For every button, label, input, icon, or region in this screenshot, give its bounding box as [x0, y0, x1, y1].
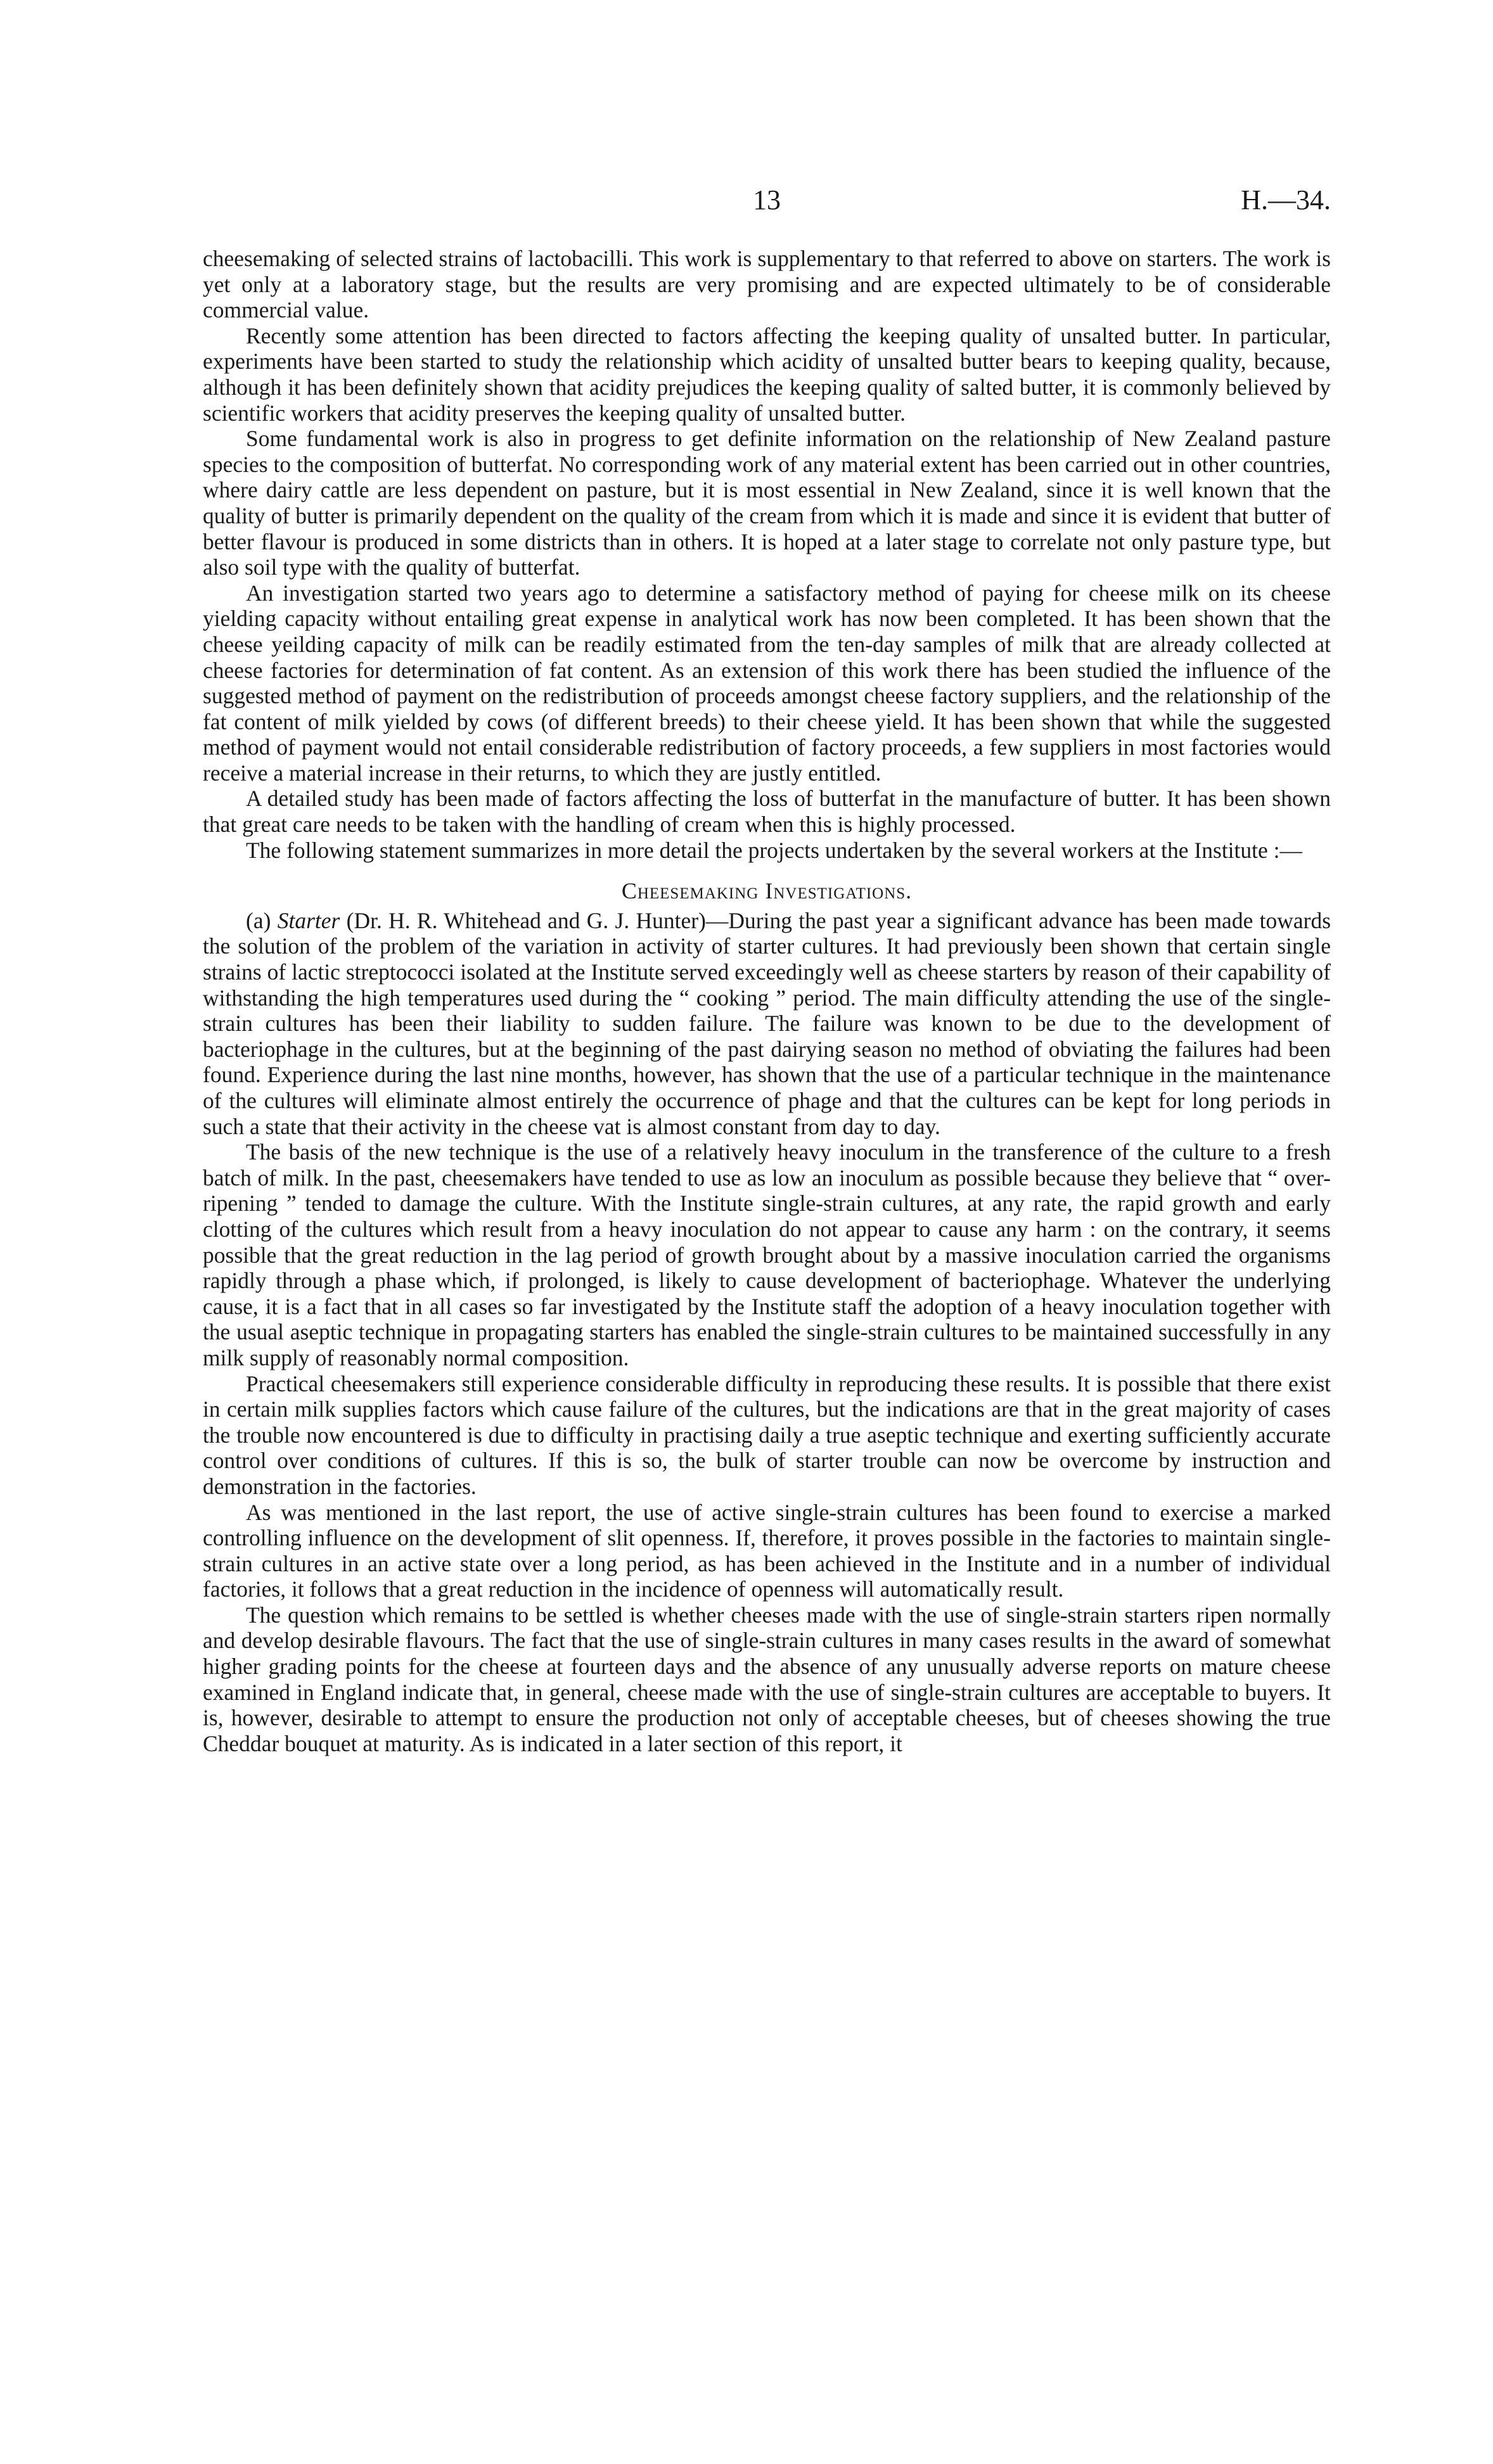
starter-intro: (Dr. H. R. Whitehead and G. J. Hunter)—During the past year a significant advance has been made towards the solution of the problem of the variation in activity of starter cultures. It had previously been shown that certain single strains of lactic streptococci isolated at the Institute served exceedingly well as cheese starters by reason of their capability of withstanding the high temperatures used during the “ cooking ” period. The main difficulty attending the use of the single-strain cultures has been their liability to sudden failure. The failure was known to be due to the development of bacteriophage in the cultures, but at the beginning of the past dairying season no method of obviating the failures had been found. Experience during the last nine months, however, has shown that the use of a particular technique in the maintenance of the cultures will eliminate almost entirely the occurrence of phage and that the cultures can be kept for long periods in such a state that their activity in the cheese vat is almost constant from day to day. [203, 907, 1331, 1139]
body-paragraph-5: A detailed study has been made of factors affecting the loss of butterfat in the manufacture of butter. It has been shown that great care needs to be taken with the handling of cream when this is highly processed. [203, 786, 1331, 838]
body-paragraph-1: cheesemaking of selected strains of lactobacilli. This work is supplementary to that referred to above on starters. The work is yet only at a laboratory stage, but the results are very promising and are expected ultimately to be of considerable commercial value. [203, 246, 1331, 323]
starter-paragraph [203, 908, 1331, 1139]
page-header [203, 184, 1331, 222]
document-body [203, 246, 1331, 1756]
starter-label: (a) [246, 907, 271, 933]
body-paragraph-6: The following statement summarizes in more detail the projects undertaken by the several workers at the Institute :— [246, 837, 1303, 863]
document-reference: H.—34. [1241, 184, 1331, 215]
section-paragraph-3: As was mentioned in the last report, the use of active single-strain cultures has been found to exercise a marked controlling influence on the development of slit openness. If, therefore, it proves possible in the factories to maintain single-strain cultures in an active state over a long period, as has been achieved in the Institute and in a number of individual factories, it follows that a great reduction in the incidence of openness will automatically result. [203, 1499, 1331, 1602]
body-paragraph-3: Some fundamental work is also in progress to get definite information on the relationship of New Zealand pasture species to the composition of butterfat. No corresponding work of any material extent has been carried out in other countries, where dairy cattle are less dependent on pasture, but it is most essential in New Zealand, since it is well known that the quality of butter is primarily dependent on the quality of the cream from which it is made and since it is evident that butter of better flavour is produced in some districts than in others. It is hoped at a later stage to correlate not only pasture type, but also soil type with the quality of butterfat. [203, 426, 1331, 580]
body-paragraph-4: An investigation started two years ago to determine a satisfactory method of paying for cheese milk on its cheese yielding capacity without entailing great expense in analytical work has now been completed. It has been shown that the cheese yeilding capacity of milk can be readily estimated from the ten-day samples of milk that are already collected at cheese factories for determination of fat content. As an extension of this work there has been studied the influence of the suggested method of payment on the redistribution of proceeds amongst cheese factory suppliers, and the relationship of the fat content of milk yielded by cows (of different breeds) to their cheese yield. It has been shown that while the suggested method of payment would not entail considerable redistribution of factory proceeds, a few suppliers in most factories would receive a material increase in their returns, to which they are justly entitled. [203, 580, 1331, 786]
section-paragraph-2: Practical cheesemakers still experience considerable difficulty in reproducing these results. It is possible that there exist in certain milk supplies factors which cause failure of the cultures, but the indications are that in the great majority of cases the trouble now encountered is due to difficulty in practising daily a true aseptic technique and exerting sufficiently accurate control over conditions of cultures. If this is so, the bulk of starter trouble can now be overcome by instruction and demonstration in the factories. [203, 1370, 1331, 1499]
body-paragraph-2: Recently some attention has been directed to factors affecting the keeping quality of unsalted butter. In particular, experiments have been started to study the relationship which acidity of unsalted butter bears to keeping quality, because, although it has been definitely shown that acidity prejudices the keeping quality of salted butter, it is commonly believed by scientific workers that acidity preserves the keeping quality of unsalted butter. [203, 322, 1331, 426]
starter-title: Starter [277, 907, 340, 933]
section-heading: Cheesemaking Investigations. [621, 878, 913, 904]
page-number: 13 [753, 184, 781, 215]
section-paragraph-4: The question which remains to be settled is whether cheeses made with the use of single-strain starters ripen normally and develop desirable flavours. The fact that the use of single-strain cultures in many cases results in the award of somewhat higher grading points for the cheese at fourteen days and the absence of any unusually adverse reports on mature cheese examined in England indicate that, in general, cheese made with the use of single-strain cultures are acceptable to buyers. It is, however, desirable to attempt to ensure the production not only of acceptable cheeses, but of cheeses showing the true Cheddar bouquet at maturity. As is indicated in a later section of this report, it [203, 1602, 1331, 1756]
section-paragraph-1: The basis of the new technique is the use of a relatively heavy inoculum in the transference of the culture to a fresh batch of milk. In the past, cheesemakers have tended to use as low an inoculum as possible because they believe that “ over-ripening ” tended to damage the culture. With the Institute single-strain cultures, at any rate, the rapid growth and early clotting of the cultures which result from a heavy inoculation do not appear to cause any harm : on the contrary, it seems possible that the great reduction in the lag period of growth brought about by a massive inoculation carried the organisms rapidly through a phase which, if prolonged, is likely to cause development of bacteriophage. Whatever the underlying cause, it is a fact that in all cases so far investigated by the Institute staff the adoption of a heavy inoculation together with the usual aseptic technique in propagating starters has enabled the single-strain cultures to be maintained successfully in any milk supply of reasonably normal composition. [203, 1139, 1331, 1370]
